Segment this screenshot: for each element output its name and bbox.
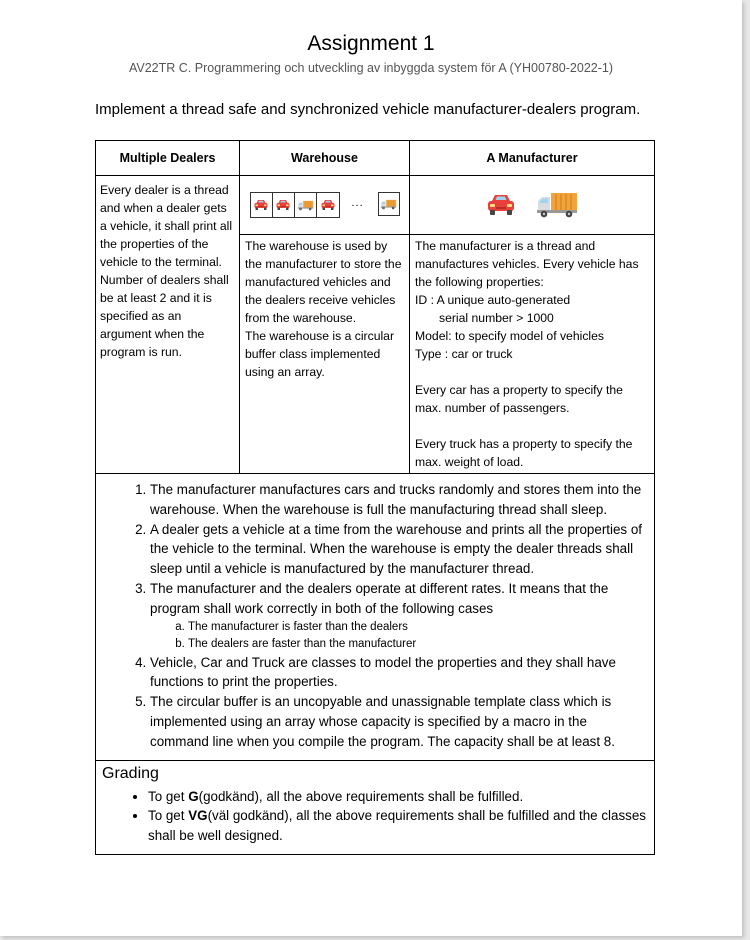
manufacturer-icons — [410, 176, 654, 234]
manufacturer-description — [410, 235, 655, 474]
requirement-text: The manufacturer and the dealers operate at different rates. It means that the program shall work correctly in both of the following cases — [150, 580, 609, 616]
grading-vg-text: (väl godkänd), all the above requirements shall be fulfilled and the classes shall be well designed. — [148, 808, 646, 844]
buffer-slot-last — [378, 192, 400, 216]
car-property-note: Every car has a property to specify the max. number of passengers. — [415, 383, 623, 415]
grading-vg-prefix: To get — [148, 808, 189, 824]
grading-row — [96, 760, 655, 854]
intro-sentence: Implement a thread safe and synchronized vehicle manufacturer-dealers program. — [95, 101, 641, 118]
buffer-slot — [251, 193, 273, 217]
grade-vg: VG — [188, 808, 208, 824]
truck-property-note: Every truck has a property to specify the max. weight of load. — [415, 437, 633, 469]
requirements-row — [96, 474, 655, 761]
header-multiple-dealers: Multiple Dealers — [96, 141, 240, 176]
property-id: ID : A unique auto-generated — [415, 293, 571, 307]
warehouse-diagram-cell — [240, 176, 410, 235]
buffer-slot — [295, 193, 317, 217]
grade-g: G — [188, 788, 199, 804]
grading-g-text: (godkänd), all the above requirements shall be fulfilled. — [198, 788, 524, 804]
list-item: 1. The manufacturer manufactures cars and trucks randomly and stores them into the warehouse. When the warehouse is full the manufacturing thread shall sleep. — [150, 480, 646, 520]
buffer-slot — [317, 193, 339, 217]
list-item: 2. A dealer gets a vehicle at a time from the warehouse and prints all the properties of the vehicle to the terminal. When the warehouse is empty the dealer threads shall sleep until a vehicle is manufactured by the manufacturer thread. — [150, 520, 646, 579]
assignment-table — [95, 140, 655, 855]
manufacturer-icons-cell — [410, 176, 655, 235]
buffer-slots — [250, 192, 340, 218]
sub-list-item: b. The dealers are faster than the manufacturer — [188, 636, 646, 653]
grading-cell — [96, 760, 655, 854]
property-type: Type : car or truck — [415, 347, 513, 361]
document-subtitle: AV22TR C. Programmering och utveckling av inbyggda system för A (YH00780-2022-1) — [128, 61, 614, 75]
list-item: 4. Vehicle, Car and Truck are classes to model the properties and they shall have functions to print the properties. — [150, 653, 646, 693]
ellipsis: ... — [351, 197, 364, 209]
property-id-detail: serial number > 1000 — [439, 311, 554, 325]
car-icon — [320, 199, 336, 211]
grading-title: Grading — [102, 764, 159, 782]
document-title: Assignment 1 — [307, 32, 435, 55]
list-item — [148, 806, 648, 846]
sub-list-item: a. The manufacturer is faster than the dealers — [188, 619, 646, 636]
property-model: Model: to specify model of vehicles — [415, 329, 604, 343]
dealers-description: Every dealer is a thread and when a dealer gets a vehicle, it shall print all the properties of the vehicle to the terminal. Number of dealers shall be at least 2 and it is specified as an argument when the program is run. — [96, 176, 240, 474]
list-item: 5. The circular buffer is an uncopyable and unassignable template class which is implemented using an array whose capacity is specified by a macro in the command line when you compile the program. The capacity shall be at least 8. — [150, 692, 646, 751]
list-item — [150, 579, 646, 653]
circular-buffer-diagram — [250, 191, 400, 219]
truck-icon — [380, 199, 397, 210]
truck-icon — [535, 191, 579, 219]
car-icon — [485, 193, 517, 217]
warehouse-description: The warehouse is used by the manufacturer to store the manufactured vehicles and the dealers receive vehicles from the warehouse. The warehouse is a circular buffer class implemented using an array. — [240, 235, 410, 474]
manufacturer-intro: The manufacturer is a thread and manufactures vehicles. Every vehicle has the following properties: — [415, 239, 639, 289]
requirements-cell — [96, 474, 655, 761]
buffer-slot — [273, 193, 295, 217]
table-content-row — [96, 176, 655, 235]
car-icon — [275, 199, 291, 211]
car-icon — [253, 199, 269, 211]
grading-g-prefix: To get — [148, 788, 189, 804]
header-manufacturer: A Manufacturer — [410, 141, 655, 176]
grading-list — [102, 787, 648, 846]
sub-list — [150, 619, 646, 653]
list-item — [148, 787, 648, 807]
truck-icon — [297, 200, 314, 211]
header-warehouse: Warehouse — [240, 141, 410, 176]
requirements-list — [104, 480, 646, 752]
table-header-row — [96, 141, 655, 176]
